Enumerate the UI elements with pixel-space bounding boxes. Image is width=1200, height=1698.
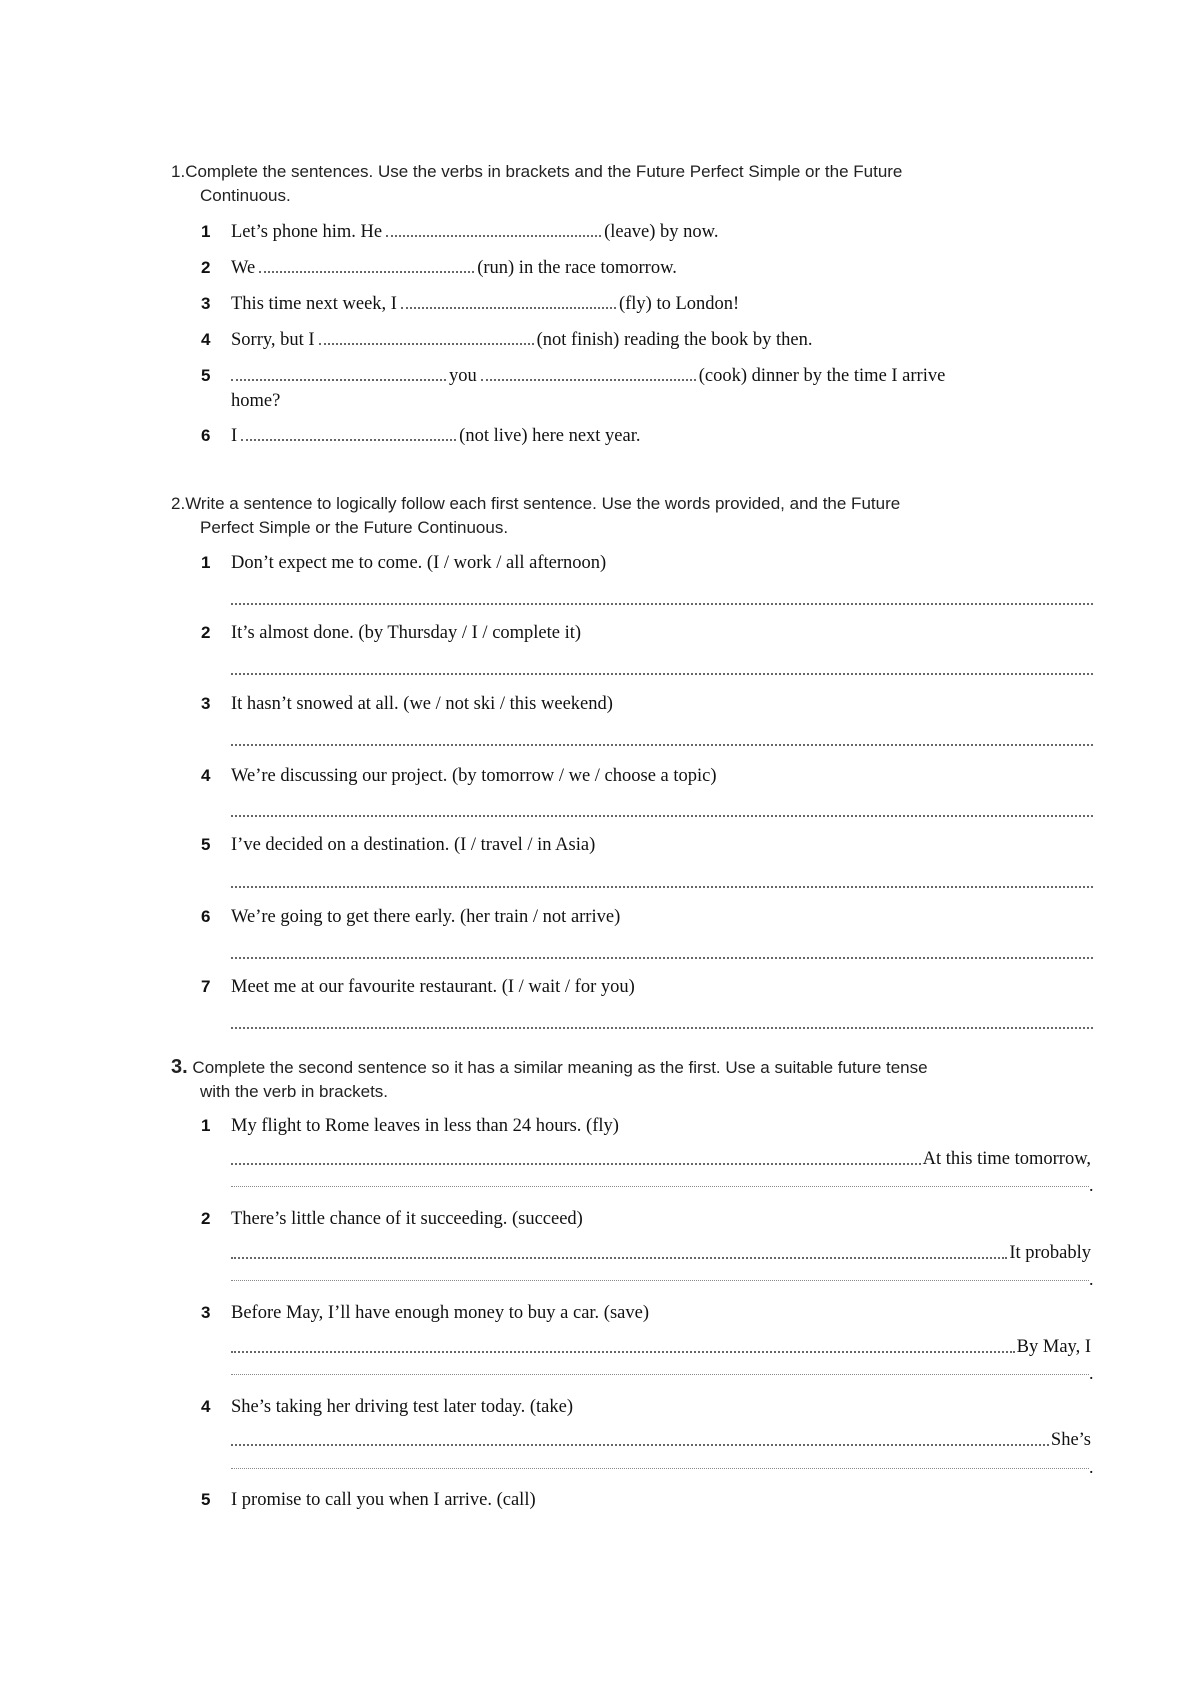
item-number: 6 — [201, 426, 211, 445]
answer-line[interactable] — [231, 955, 1093, 959]
instruction-text: with the verb in brackets. — [200, 1082, 389, 1101]
answer-line[interactable] — [231, 1466, 1089, 1469]
exercise-item — [201, 292, 1101, 318]
exercise-item — [201, 905, 1101, 931]
answer-blank[interactable] — [319, 339, 534, 345]
item-text: It’s almost done. (by Thursday / I / complete it) — [231, 623, 582, 643]
item-number: 4 — [201, 330, 211, 349]
item-text: Let’s phone him. He — [231, 222, 383, 242]
exercise-item — [201, 328, 1101, 354]
item-text: (fly) to London! — [618, 294, 740, 314]
item-number: 4 — [201, 766, 211, 785]
item-number: 3 — [201, 294, 211, 313]
section-1-instruction — [171, 160, 1051, 208]
answer-line[interactable] — [231, 1240, 1091, 1266]
item-text: home? — [231, 391, 281, 411]
item-number: 2 — [201, 258, 211, 277]
answer-line[interactable] — [231, 742, 1093, 746]
item-number: 3 — [201, 1303, 211, 1322]
exercise-item — [201, 833, 1101, 859]
sentence-start: She’s — [1050, 1430, 1091, 1450]
instruction-text: Continuous. — [200, 186, 291, 205]
instruction-text: Complete the sentences. Use the verbs in brackets and the Future Perfect Simple or the Future — [185, 162, 903, 181]
item-text: My flight to Rome leaves in less than 24 hours. (fly) — [231, 1116, 619, 1136]
item-text: (run) in the race tomorrow. — [477, 258, 677, 278]
section-3-instruction — [171, 1055, 1051, 1104]
item-text: We’re going to get there early. (her train / not arrive) — [231, 907, 621, 927]
exercise-item — [201, 424, 1101, 450]
exercise-item — [201, 1207, 1101, 1233]
answer-line[interactable] — [231, 813, 1093, 817]
exercise-item — [201, 692, 1101, 718]
item-number: 1 — [201, 222, 211, 241]
item-number: 7 — [201, 977, 211, 996]
exercise-item — [201, 1301, 1101, 1327]
exercise-item — [201, 1488, 1101, 1514]
instruction-text: Write a sentence to logically follow each first sentence. Use the words provided, and the Future — [185, 494, 901, 513]
sentence-start: It probably — [1009, 1243, 1091, 1263]
item-text: Don’t expect me to come. (I / work / all afternoon) — [231, 553, 607, 573]
answer-blank[interactable] — [231, 375, 446, 381]
exercise-item — [201, 975, 1101, 1001]
item-text: Sorry, but I — [231, 330, 315, 350]
sentence-start: By May, I — [1016, 1337, 1091, 1357]
exercise-item — [201, 764, 1101, 790]
item-number: 4 — [201, 1397, 211, 1416]
answer-blank[interactable] — [259, 267, 474, 273]
exercise-item — [201, 220, 1101, 246]
item-number: 1 — [201, 553, 211, 572]
instruction-text: Complete the second sentence so it has a similar meaning as the first. Use a suitable future tense — [192, 1058, 928, 1077]
item-number: 5 — [201, 366, 211, 385]
answer-line[interactable] — [231, 1427, 1091, 1453]
answer-dots — [231, 1257, 1007, 1259]
item-text: Meet me at our favourite restaurant. (I / wait / for you) — [231, 977, 635, 997]
sentence-end: . — [1089, 1175, 1094, 1195]
sentence-end: . — [1089, 1269, 1094, 1289]
item-text: (not live) here next year. — [459, 426, 641, 446]
sentence-start: At this time tomorrow, — [922, 1149, 1091, 1169]
item-text: (leave) by now. — [604, 222, 719, 242]
item-text: It hasn’t snowed at all. (we / not ski / this weekend) — [231, 694, 613, 714]
section-2-instruction — [171, 492, 1051, 540]
item-number: 2 — [201, 623, 211, 642]
answer-line[interactable] — [231, 1372, 1089, 1375]
exercise-item — [201, 621, 1101, 647]
answer-line[interactable] — [231, 601, 1093, 605]
exercise-item — [201, 364, 1101, 416]
item-number: 6 — [201, 907, 211, 926]
answer-blank[interactable] — [386, 231, 601, 237]
item-text: (not finish) reading the book by then. — [536, 330, 813, 350]
item-text: I promise to call you when I arrive. (call) — [231, 1490, 536, 1510]
exercise-item — [201, 1114, 1101, 1140]
section-number: 1. — [171, 162, 186, 181]
item-text: There’s little chance of it succeeding. (succeed) — [231, 1209, 583, 1229]
answer-line[interactable] — [231, 1025, 1093, 1029]
item-text: Before May, I’ll have enough money to buy a car. (save) — [231, 1303, 649, 1323]
item-text: We’re discussing our project. (by tomorrow / we / choose a topic) — [231, 766, 717, 786]
answer-blank[interactable] — [401, 303, 616, 309]
exercise-item — [201, 551, 1101, 577]
section-number: 2. — [171, 494, 186, 513]
answer-line[interactable] — [231, 671, 1093, 675]
answer-line[interactable] — [231, 1184, 1089, 1187]
item-number: 2 — [201, 1209, 211, 1228]
answer-line[interactable] — [231, 1146, 1091, 1172]
answer-dots — [231, 1444, 1049, 1446]
answer-blank[interactable] — [481, 375, 696, 381]
instruction-text: Perfect Simple or the Future Continuous. — [200, 518, 509, 537]
section-number: 3. — [171, 1056, 188, 1078]
item-text: She’s taking her driving test later today. (take) — [231, 1397, 573, 1417]
answer-blank[interactable] — [241, 435, 456, 441]
item-text: I — [231, 426, 238, 446]
item-number: 1 — [201, 1116, 211, 1135]
item-text: you — [449, 366, 477, 386]
exercise-item — [201, 256, 1101, 282]
sentence-end: . — [1089, 1457, 1094, 1477]
item-number: 5 — [201, 1490, 211, 1509]
answer-line[interactable] — [231, 1278, 1089, 1281]
item-number: 5 — [201, 835, 211, 854]
item-text: This time next week, I — [231, 294, 397, 314]
answer-dots — [231, 1163, 921, 1165]
item-text: I’ve decided on a destination. (I / travel / in Asia) — [231, 835, 596, 855]
sentence-end: . — [1089, 1363, 1094, 1383]
answer-line[interactable] — [231, 1334, 1091, 1360]
answer-line[interactable] — [231, 884, 1093, 888]
item-text: (cook) dinner by the time I arrive — [698, 366, 946, 386]
exercise-item — [201, 1395, 1101, 1421]
item-text: We — [231, 258, 256, 278]
answer-dots — [231, 1351, 1015, 1353]
item-number: 3 — [201, 694, 211, 713]
